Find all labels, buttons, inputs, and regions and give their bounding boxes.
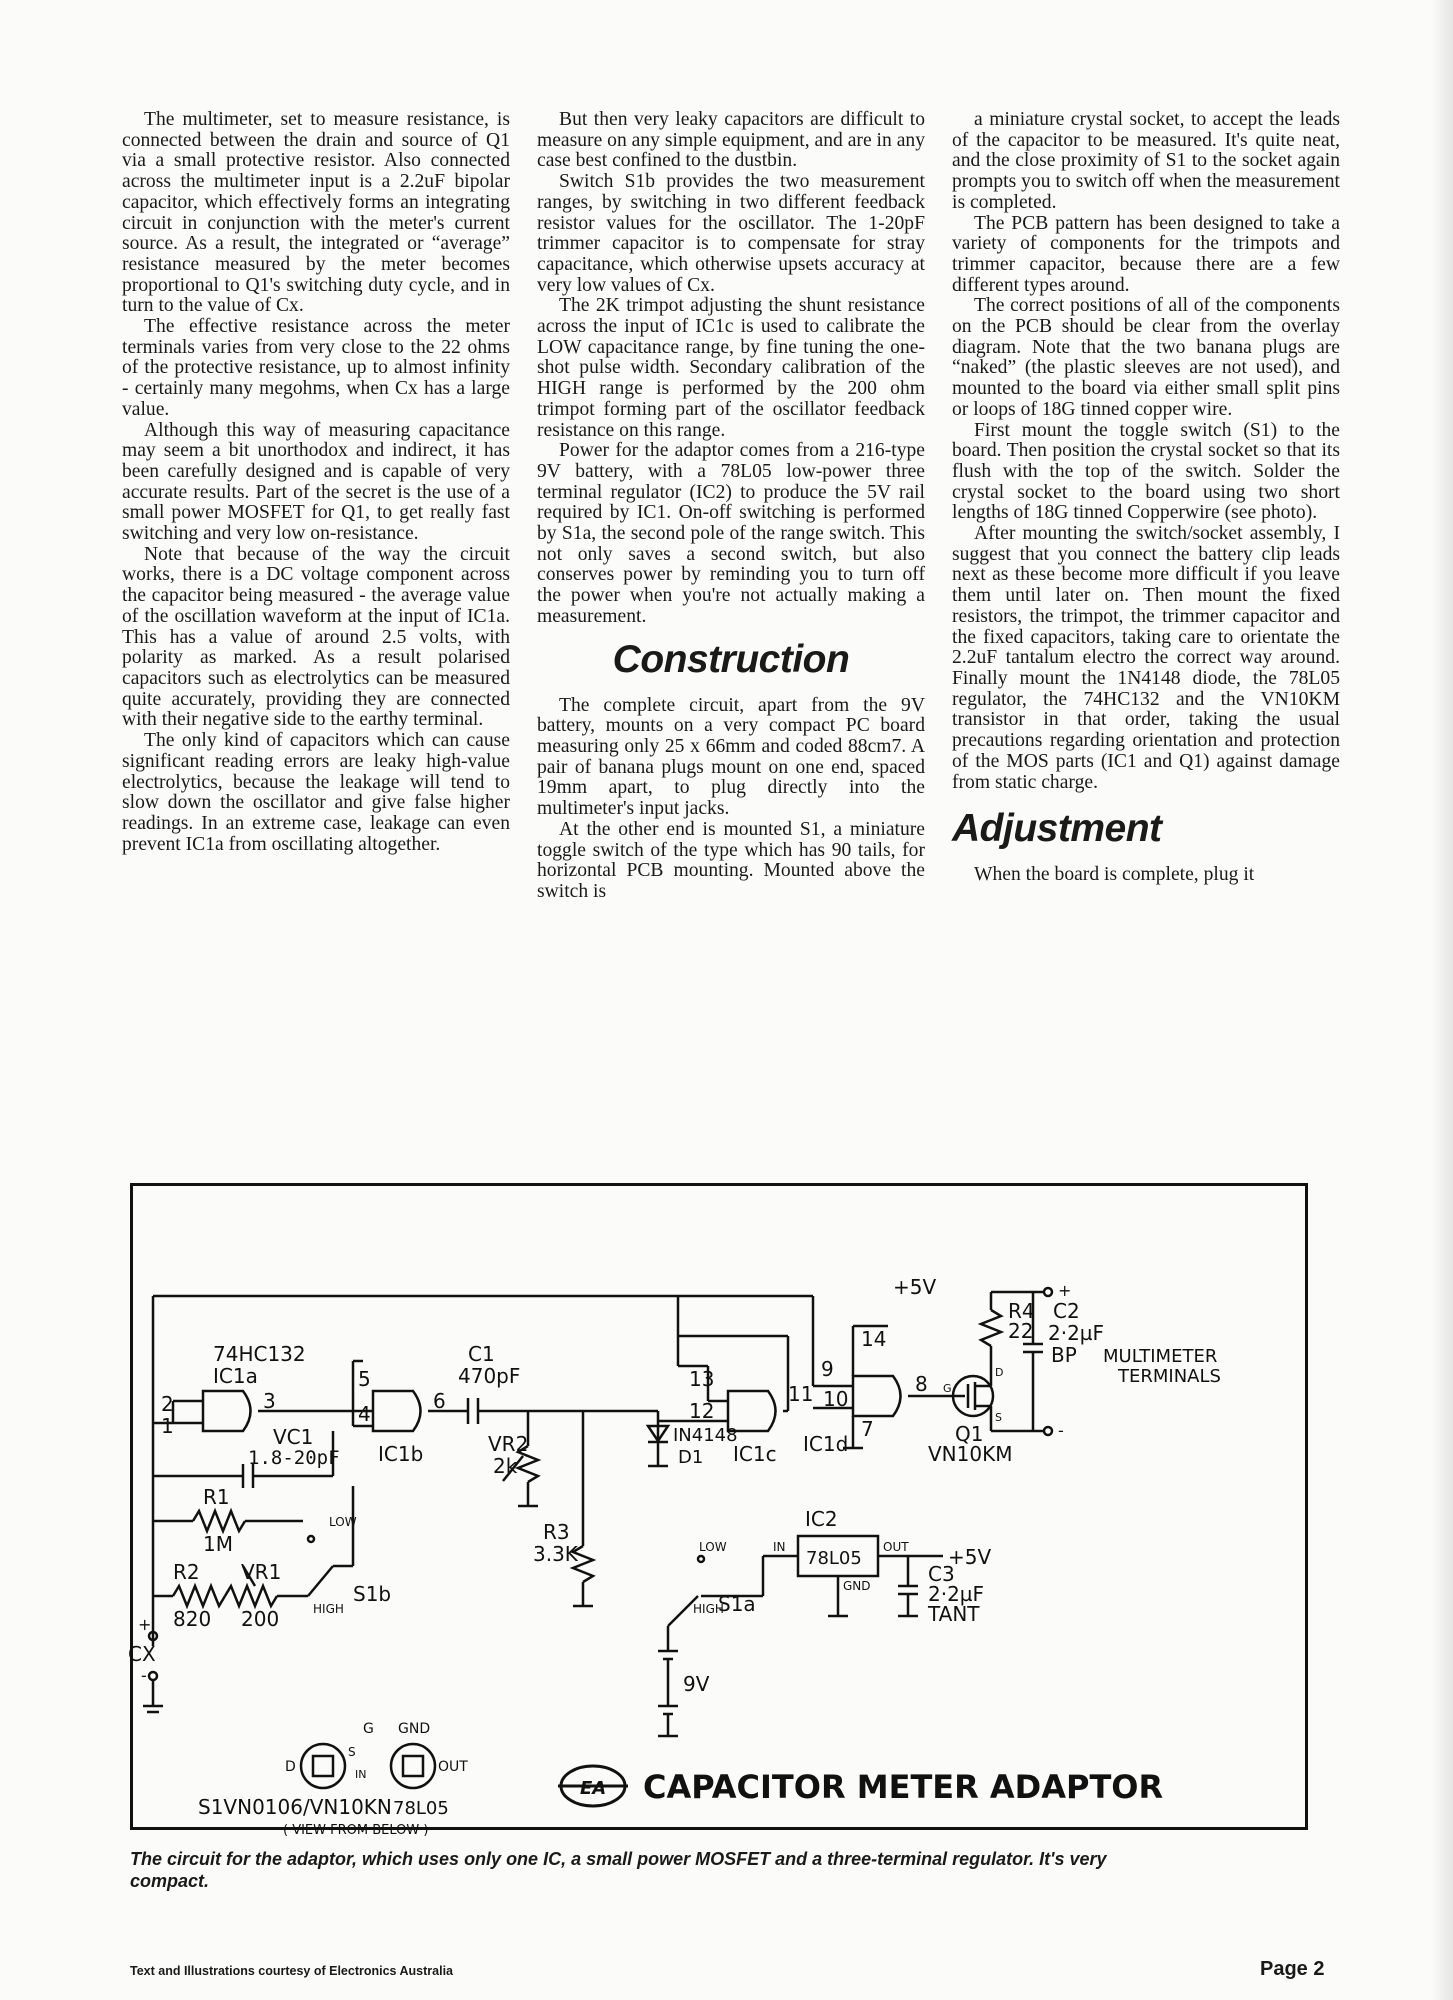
schem-label: CX bbox=[128, 1642, 156, 1666]
schem-label: S1b bbox=[353, 1582, 392, 1606]
schem-label: IC1d bbox=[803, 1432, 849, 1456]
schem-label: D bbox=[995, 1366, 1004, 1379]
schem-label: 3.3K bbox=[533, 1542, 578, 1566]
schem-label: 1 bbox=[161, 1414, 174, 1438]
schem-label: R2 bbox=[173, 1560, 200, 1584]
schem-label: 2·2µF bbox=[1048, 1321, 1105, 1345]
schem-label: VR1 bbox=[241, 1560, 282, 1584]
schem-label: TERMINALS bbox=[1118, 1366, 1221, 1387]
paragraph: Although this way of measuring capacitance may seem a bit unorthodox and indirect, it has been carefully designed and is capable of very accurate results. Part of the secret is the use of a small power MOSFET for Q1, to get really fast switching and very low on-resistance. bbox=[122, 419, 510, 545]
paragraph: Power for the adaptor comes from a 216-type 9V battery, with a 78L05 low-power three terminal regulator (IC2) to produce the 5V rail required by IC1. On-off switching is performed by S1a, the second pole of the range switch. This not only saves a second switch, but also conserves power by reminding you to turn off the power when you're not actually making a measurement. bbox=[537, 440, 925, 627]
schem-label: 14 bbox=[861, 1327, 887, 1351]
figure-caption: The circuit for the adaptor, which uses only one IC, a small power MOSFET and a three-terminal regulator. It's very compact. bbox=[130, 1849, 1107, 1891]
schem-label: OUT bbox=[438, 1759, 468, 1775]
schem-label: GND bbox=[843, 1579, 871, 1593]
schem-label: D1 bbox=[678, 1447, 704, 1468]
schem-label: GND bbox=[398, 1721, 431, 1737]
schem-label: 5 bbox=[358, 1367, 371, 1391]
section-heading-adjustment: Adjustment bbox=[952, 807, 1162, 851]
schem-label: 22 bbox=[1008, 1319, 1034, 1343]
schem-label: S bbox=[995, 1411, 1002, 1424]
schem-label: IC1a bbox=[213, 1364, 258, 1388]
schem-label: S bbox=[348, 1745, 356, 1759]
schem-label: 78L05 bbox=[393, 1798, 449, 1819]
schem-label: 820 bbox=[173, 1607, 212, 1631]
schem-label: + bbox=[138, 1615, 152, 1634]
schem-label: 12 bbox=[689, 1399, 715, 1423]
paragraph: Note that because of the way the circuit works, there is a DC voltage component across the capacitor being measured - the average value of the oscillation waveform at the input of IC1a. This has a value of around 2.5 volts, with polarity as marked. As a result polarised capacitors such as electrolytics can be measured quite accurately, providing they are connected with their negative side to the earthy terminal. bbox=[122, 543, 510, 731]
schem-label: ( VIEW FROM BELOW ) bbox=[283, 1823, 429, 1838]
schem-label: 74HC132 bbox=[213, 1342, 306, 1366]
schem-label: R4 bbox=[1008, 1299, 1035, 1323]
paragraph: a miniature crystal socket, to accept the leads of the capacitor to be measured. It's quite neat, and the close proximity of S1 to the socket again prompts you to switch off when the measurement is completed. bbox=[952, 109, 1340, 213]
paragraph: The multimeter, set to measure resistance, is connected between the drain and source of Q1 via a small protective resistor. Also connected across the multimeter input is a 2.2uF bipolar capacitor, which effectively forms an integrating circuit in conjunction with the meter's current source. As a result, the integrated or “average” resistance measured by the meter becomes proportional to Q1's switching duty cycle, and in turn to the value of Cx. bbox=[122, 109, 510, 317]
schem-label: G bbox=[363, 1721, 374, 1737]
schem-label: 6 bbox=[433, 1389, 446, 1413]
paragraph: The complete circuit, apart from the 9V battery, mounts on a very compact PC board measuring only 25 x 66mm and coded 88cm7. A pair of banana plugs mount on one end, spaced 19mm apart, to plug directly into the multimeter's input jacks. bbox=[537, 694, 925, 820]
text-column-1 bbox=[122, 110, 510, 855]
paragraph: The 2K trimpot adjusting the shunt resistance across the input of IC1c is used to calibrate the LOW capacitance range, by fine tuning the one-shot pulse width. Secondary calibration of the HIGH range is performed by the 200 ohm trimpot forming part of the oscillator feedback resistance on this range. bbox=[537, 295, 925, 441]
schem-label: 470pF bbox=[458, 1364, 521, 1388]
schem-label: BP bbox=[1051, 1343, 1077, 1367]
schem-label: 13 bbox=[689, 1367, 715, 1391]
paragraph: Switch S1b provides the two measurement ranges, by switching in two different feedback resistor values for the oscillator. The 1-20pF trimmer capacitor is to compensate for stray capacitance, which otherwise upsets accuracy at very low values of Cx. bbox=[537, 171, 925, 296]
paragraph: First mount the toggle switch (S1) to the board. Then position the crystal socket so that its flush with the top of the switch. Solder the crystal socket to the board using two short lengths of 18G tinned Copperwire (see photo). bbox=[952, 419, 1340, 524]
logo-text: EA bbox=[580, 1778, 607, 1799]
schem-label: - bbox=[141, 1666, 147, 1685]
paragraph: The correct positions of all of the components on the PCB should be clear from the overlay diagram. Note that the two banana plugs are “naked” (the plastic sleeves are not used), and mounted to the board via either small split pins or loops of 18G tinned copper wire. bbox=[952, 295, 1340, 420]
schem-label: IN bbox=[773, 1540, 786, 1554]
schem-label: S1VN0106/VN10KN bbox=[198, 1795, 392, 1819]
schem-label: 10 bbox=[823, 1387, 849, 1411]
schem-label: OUT bbox=[883, 1540, 909, 1554]
schem-label: 9V bbox=[683, 1672, 710, 1696]
schem-label: R3 bbox=[543, 1520, 570, 1544]
schem-label: IC2 bbox=[805, 1507, 838, 1531]
page-number: Page 2 bbox=[1260, 1958, 1325, 1980]
text-column-2 bbox=[537, 110, 925, 903]
schem-label: HIGH bbox=[693, 1602, 724, 1616]
schem-label: TANT bbox=[928, 1602, 980, 1626]
schem-label: LOW bbox=[699, 1540, 727, 1554]
schem-label: Q1 bbox=[955, 1422, 984, 1446]
schem-label: 8 bbox=[915, 1372, 928, 1396]
schem-label: S1a bbox=[718, 1592, 756, 1616]
schem-label: 1.8-20pF bbox=[248, 1447, 340, 1469]
section-heading-construction: Construction bbox=[612, 637, 850, 681]
schem-label: 7 bbox=[861, 1417, 874, 1441]
schem-label: VN10KM bbox=[928, 1442, 1013, 1466]
schem-label: 4 bbox=[358, 1402, 371, 1426]
schem-label: IN4148 bbox=[673, 1425, 738, 1446]
schematic-labels bbox=[128, 1275, 1221, 1838]
paragraph: When the board is complete, plug it bbox=[974, 864, 1255, 886]
schem-label: MULTIMETER bbox=[1103, 1346, 1218, 1367]
schem-label: 2·2µF bbox=[928, 1582, 985, 1606]
schem-label: C2 bbox=[1053, 1299, 1080, 1323]
schem-label: 3 bbox=[263, 1389, 276, 1413]
schem-label: G bbox=[943, 1382, 952, 1395]
paragraph: The effective resistance across the meter terminals varies from very close to the 22 ohms of the protective resistance, up to almost infinity - certainly many megohms, when Cx has a large value. bbox=[122, 316, 510, 420]
schem-label: IN bbox=[355, 1768, 367, 1781]
schem-label: LOW bbox=[329, 1515, 357, 1529]
schem-label: D bbox=[285, 1759, 296, 1775]
schem-label: 9 bbox=[821, 1357, 834, 1381]
schem-label: +5V bbox=[893, 1275, 937, 1299]
schem-label: 200 bbox=[241, 1607, 280, 1631]
footer-credit: Text and Illustrations courtesy of Electronics Australia bbox=[130, 1964, 453, 1978]
schem-label: IC1c bbox=[733, 1442, 777, 1466]
paragraph: But then very leaky capacitors are difficult to measure on any simple equipment, and are in any case best confined to the dustbin. bbox=[537, 109, 925, 172]
paragraph: The PCB pattern has been designed to take a variety of components for the trimpots and trimmer capacitor, because there are a few different types around. bbox=[952, 212, 1340, 296]
schem-label: VC1 bbox=[273, 1425, 314, 1449]
page-edge-shadow bbox=[1431, 0, 1453, 2000]
paragraph: At the other end is mounted S1, a miniature toggle switch of the type which has 90 tails, for horizontal PCB mounting. Mounted above the switch is bbox=[537, 818, 925, 902]
paragraph: After mounting the switch/socket assembly, I suggest that you connect the battery clip leads next as these become more difficult if you leave them until later on. Then mount the fixed resistors, the trimpot, the trimmer capacitor and the fixed capacitors, taking care to orientate the 2.2uF tantalum electro the correct way around. Finally mount the 1N4148 diode, the 78L05 regulator, the 74HC132 and the VN10KM transistor in that order, taking the usual precautions regarding orientation and protection of the MOS parts (IC1 and Q1) against damage from static charge. bbox=[952, 523, 1340, 793]
ea-logo bbox=[558, 1766, 628, 1806]
schem-label: +5V bbox=[948, 1545, 992, 1569]
paragraph: The only kind of capacitors which can cause significant reading errors are leaky high-value electrolytics, because the leakage will tend to slow down the oscillator and give false higher readings. In an extreme case, leakage can even prevent IC1a from oscillating altogether. bbox=[122, 730, 510, 855]
schem-label: C3 bbox=[928, 1562, 955, 1586]
schem-label: 1M bbox=[203, 1532, 233, 1556]
schematic-drawing bbox=[128, 1186, 1305, 1838]
text-column-3 bbox=[952, 110, 1340, 886]
schem-label: HIGH bbox=[313, 1602, 344, 1616]
schem-label: 11 bbox=[788, 1382, 814, 1406]
schem-label: 2 bbox=[161, 1392, 174, 1416]
schem-label: VR2 bbox=[488, 1432, 529, 1456]
schem-label: C1 bbox=[468, 1342, 495, 1366]
circuit-schematic bbox=[128, 1183, 1308, 1838]
schem-label: 2k bbox=[493, 1454, 518, 1478]
schem-label: IC1b bbox=[378, 1442, 424, 1466]
schem-label: - bbox=[1058, 1421, 1064, 1440]
schematic-title: CAPACITOR METER ADAPTOR bbox=[643, 1768, 1164, 1806]
schem-label: + bbox=[1058, 1281, 1072, 1300]
schem-label: R1 bbox=[203, 1485, 230, 1509]
schem-label: 78L05 bbox=[806, 1548, 862, 1569]
